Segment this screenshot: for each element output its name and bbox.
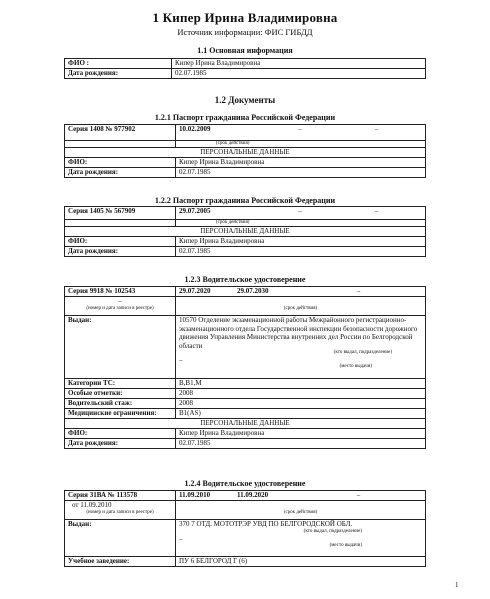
passport2-dash1: –: [272, 207, 328, 220]
license1-med-label: Медицинские ограничения:: [65, 409, 176, 419]
license2-reg-note: (номер и дата записи в реестре): [86, 510, 154, 515]
passport1-personal-header: ПЕРСОНАЛЬНЫЕ ДАННЫЕ: [65, 148, 426, 158]
license2-school-label: Учебное заведение:: [65, 557, 176, 567]
passport1-date-value: 10.02.2009: [179, 125, 211, 133]
license1-date-from: 29.07.2020: [176, 287, 235, 297]
license2-reg-cell: [65, 501, 176, 520]
license2-issued-cell: [176, 520, 426, 557]
passport2-dob-value: 02.07.1985: [176, 247, 426, 257]
license1-heading: 1.2.3 Водительское удостоверение: [184, 275, 306, 284]
passport2-dob-label: Дата рождения:: [65, 247, 176, 257]
license1-med-value: B1(AS): [176, 409, 426, 419]
license2-place-note: (место выдачи): [329, 542, 362, 548]
passport1-date: [176, 125, 273, 141]
license2-heading: 1.2.4 Водительское удостоверение: [184, 479, 306, 488]
person-title: 1 Кипер Ирина Владимировна: [152, 10, 338, 25]
passport2-heading: 1.2.2 Паспорт гражданина Российской Федерации: [154, 196, 336, 205]
page-number: 1: [455, 581, 459, 589]
passport1-dob-value: 02.07.1985: [176, 168, 426, 178]
license1-issued-label: Выдан:: [65, 316, 176, 379]
license1-reg-dash: –: [118, 297, 122, 305]
fio-value: Кипер Ирина Владимировна: [172, 59, 426, 69]
passport2-table: [64, 206, 426, 257]
passport1-heading: 1.2.1 Паспорт гражданина Российской Федерации: [154, 113, 336, 122]
license1-table: [64, 286, 426, 449]
license2-date-to: 11.09.2020: [234, 491, 292, 501]
license2-issued-note: (кто выдал, подразделение): [303, 528, 362, 534]
section-docs-heading: 1.2 Документы: [214, 95, 276, 105]
passport1-dash1: –: [272, 125, 328, 141]
license2-place-dash: –: [179, 534, 183, 543]
passport2-fio-label: ФИО:: [65, 237, 176, 247]
source-line: Источник информации: ФИС ГИБДД: [177, 27, 313, 37]
license1-dob-value: 02.07.1985: [176, 439, 426, 449]
license1-exp-value: 2008: [176, 399, 426, 409]
license1-issued-note: (кто выдал, подразделение): [333, 350, 392, 355]
license1-issued-value: 10570 Отделение экзаменационной работы Межрайонного регистрационно-экзаменационного отдела Государственной инспекции безопасности дорожного движения Управления Министерства внутренних дел России по Белгородской области: [179, 316, 418, 350]
passport1-fio-value: Кипер Ирина Владимировна: [176, 158, 426, 168]
fio-label: ФИО :: [65, 59, 172, 69]
passport1-validity-note: (срок действия): [176, 141, 426, 148]
license2-dash: –: [292, 491, 426, 501]
passport2-dash2: –: [328, 207, 426, 220]
passport1-dash2: –: [328, 125, 426, 141]
license1-fio-value: Кипер Ирина Владимировна: [176, 429, 426, 439]
license1-place-dash: –: [179, 356, 183, 364]
license2-issued-label: Выдан:: [65, 520, 176, 557]
license1-series: Серия 9918 № 102543: [65, 287, 176, 297]
license1-cat-value: B,B1,M: [176, 379, 426, 389]
license1-reg-note: (номер и дата записи в реестре): [86, 306, 154, 311]
license1-fio-label: ФИО:: [65, 429, 176, 439]
license2-issued-value: 370 7 ОТД. МОТОТРЭР УВД ПО БЕЛГОРОДСКОЙ ОБЛ.: [179, 520, 353, 528]
license2-reg-value: от 11.09.2010: [72, 501, 112, 509]
dob-label: Дата рождения:: [65, 69, 172, 79]
passport1-dob-label: Дата рождения:: [65, 168, 176, 178]
dob-value: 02.07.1985: [172, 69, 426, 79]
basic-info-table: [64, 58, 426, 79]
passport1-fio-label: ФИО:: [65, 158, 176, 168]
license1-dash2: –: [292, 287, 426, 297]
passport1-series: Серия 1408 № 977902: [65, 125, 176, 141]
license1-special-value: 2008: [176, 389, 426, 399]
passport1-table: [64, 124, 426, 178]
passport2-fio-value: Кипер Ирина Владимировна: [176, 237, 426, 247]
license1-validity-note: (срок действия): [283, 306, 318, 311]
passport2-validity-note: (срок действия): [176, 220, 426, 227]
license2-series: Серия 31ВА № 113578: [65, 491, 176, 501]
license1-date-to: 29.07.2030: [234, 287, 292, 297]
license2-school-value: ПУ 6 БЕЛГОРОД Г (6): [176, 557, 426, 567]
license1-cat-label: Категории ТС:: [65, 379, 176, 389]
license1-dob-label: Дата рождения:: [65, 439, 176, 449]
license1-personal-header: ПЕРСОНАЛЬНЫЕ ДАННЫЕ: [65, 419, 426, 429]
passport2-date: 29.07.2005: [176, 207, 273, 220]
license2-table: [64, 490, 426, 567]
license2-date-from: 11.09.2010: [176, 491, 235, 501]
license1-issued-cell: [176, 316, 426, 379]
license1-exp-label: Водительский стаж:: [65, 399, 176, 409]
passport2-personal-header: ПЕРСОНАЛЬНЫЕ ДАННЫЕ: [65, 227, 426, 237]
license1-reg-cell: [65, 297, 176, 316]
passport2-series: Серия 1405 № 567909: [65, 207, 176, 220]
license1-place-note: (место выдачи): [339, 364, 372, 369]
license2-validity-note: (срок действия): [283, 510, 318, 515]
section-basic-heading: 1.1 Основная информация: [197, 46, 293, 55]
license1-special-label: Особые отметки:: [65, 389, 176, 399]
